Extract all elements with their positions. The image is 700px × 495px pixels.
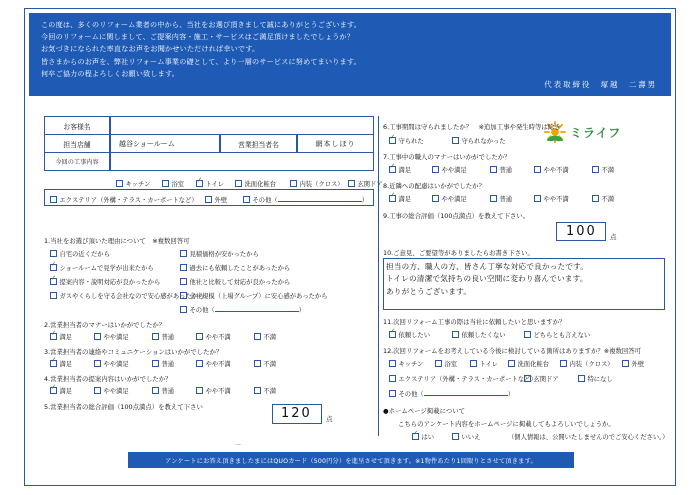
- q2-option-satisfied[interactable]: [50, 332, 72, 341]
- checkbox-icon[interactable]: [235, 180, 242, 187]
- label: 普通: [499, 196, 513, 203]
- q5-score-unit: 点: [326, 415, 333, 423]
- checkbox-icon[interactable]: [452, 137, 459, 144]
- q13-option-yes[interactable]: [412, 432, 434, 441]
- q12-option-wall[interactable]: [622, 359, 644, 368]
- q12-option-toilet[interactable]: [470, 359, 498, 368]
- q5-title: 5.営業担当者の総合評価（100点満点）を教えて下さい: [44, 403, 203, 411]
- q11-option-yes[interactable]: [389, 330, 430, 339]
- label: 外壁: [214, 197, 228, 204]
- checkbox-icon[interactable]: [452, 433, 459, 440]
- label: 満足: [59, 388, 73, 395]
- label: 不満: [601, 196, 615, 203]
- checkbox-icon[interactable]: [348, 180, 355, 187]
- label: 過去にも依頼したことがあったから: [189, 265, 291, 272]
- q4-option-neutral[interactable]: [152, 386, 174, 395]
- label: キッチン: [398, 361, 424, 368]
- q3-option-somewhat-satisfied[interactable]: [94, 359, 129, 368]
- checkbox-icon[interactable]: [412, 433, 419, 440]
- q1-option-other[interactable]: その他（ ）: [180, 305, 305, 314]
- label: 普通: [161, 334, 175, 341]
- work-option-toilet[interactable]: [196, 179, 224, 188]
- q2-option-dissatisfied[interactable]: [254, 332, 276, 341]
- q8-option-dissatisfied[interactable]: [592, 194, 614, 203]
- checkbox-icon[interactable]: [50, 264, 57, 271]
- customer-table: [44, 116, 374, 171]
- checkbox-icon[interactable]: [389, 166, 396, 173]
- q3-option-satisfied[interactable]: [50, 359, 72, 368]
- label: トイレ: [205, 181, 225, 188]
- q1-title: 1.当社をお選び頂いた理由について ※複数回答可: [44, 237, 190, 245]
- checkbox-icon[interactable]: [196, 360, 203, 367]
- header-line-5: 何卒ご協力の程よろしくお願い致します。: [41, 68, 180, 78]
- q2-option-somewhat-dissatisfied[interactable]: [196, 332, 231, 341]
- label: エクステリア（外構・テラス・カーポートなど）: [398, 376, 537, 383]
- q9-score-value: 100: [566, 224, 597, 239]
- label: 外壁: [631, 361, 645, 368]
- label: やや満足: [103, 361, 129, 368]
- checkbox-icon[interactable]: [290, 180, 297, 187]
- label: 浴室: [171, 181, 185, 188]
- checkbox-icon[interactable]: [432, 166, 439, 173]
- checkbox-icon[interactable]: [389, 360, 396, 367]
- checkbox-icon[interactable]: [452, 331, 459, 338]
- label: やや不満: [543, 167, 569, 174]
- label: やや満足: [103, 334, 129, 341]
- checkbox-icon[interactable]: [94, 387, 101, 394]
- q9-score-unit: 点: [610, 233, 617, 241]
- q1-option-repeat[interactable]: [180, 263, 290, 272]
- label: 満足: [398, 196, 412, 203]
- q12-option-washstand[interactable]: [508, 359, 549, 368]
- q12-option-interior[interactable]: [560, 359, 614, 368]
- label: 提案内容・説明対応が良かったから: [59, 279, 161, 286]
- label: 依頼したくない: [461, 332, 506, 339]
- label: 不満: [263, 388, 277, 395]
- checkbox-icon[interactable]: [196, 333, 203, 340]
- work-option-interior[interactable]: [290, 179, 344, 188]
- store-value[interactable]: 越谷ショールーム: [110, 134, 220, 153]
- label: エクステリア（外構・テラス・カーポートなど）: [59, 197, 198, 204]
- label: やや不満: [543, 196, 569, 203]
- checkbox-icon[interactable]: [116, 180, 123, 187]
- label: その他（: [398, 391, 424, 398]
- checkbox-icon[interactable]: [50, 360, 57, 367]
- q4-option-somewhat-satisfied[interactable]: [94, 386, 129, 395]
- comment-line-2: トイレの清潔で気持ちの良い空間に変わり喜んでいます。: [386, 274, 588, 284]
- q7-option-satisfied[interactable]: [389, 165, 411, 174]
- checkbox-icon[interactable]: [50, 387, 57, 394]
- checkbox-icon[interactable]: [560, 360, 567, 367]
- customer-name-label: お客様名: [44, 116, 110, 135]
- header-line-2: 今回のリフォームに関しまして、ご提案内容・施工・サービスはご満足頂けましたでしょうか？: [41, 32, 355, 42]
- checkbox-icon[interactable]: [622, 360, 629, 367]
- q12-option-kitchen[interactable]: [389, 359, 423, 368]
- q13-privacy-note: （個人情報は、公開いたしませんのでご安心ください。）: [508, 434, 669, 441]
- comment-line-3: ありがとうございます。: [386, 286, 472, 296]
- q4-option-satisfied[interactable]: [50, 386, 72, 395]
- q9-title: 9.工事の総合評価（100点満点）を教えて下さい。: [383, 212, 530, 220]
- work-option-washstand[interactable]: [235, 179, 276, 188]
- q4-option-dissatisfied[interactable]: [254, 386, 276, 395]
- q8-option-somewhat-dissatisfied[interactable]: [534, 194, 569, 203]
- q6-option-not-kept[interactable]: [452, 136, 506, 145]
- comment-line-1: 担当の方、職人の方、皆さん丁寧な対応で良かったです。: [386, 262, 589, 271]
- label: 普通: [499, 167, 513, 174]
- checkbox-icon[interactable]: [592, 166, 599, 173]
- logo-text: ミライフ: [570, 126, 622, 140]
- label: 不満: [601, 167, 615, 174]
- q1-option-proposal[interactable]: [50, 277, 160, 286]
- label: 内装（クロス）: [569, 361, 614, 368]
- label: 特になし: [587, 376, 613, 383]
- label: 会社規模（上場グループ）に安心感があったから: [189, 293, 328, 300]
- checkbox-icon[interactable]: [254, 333, 261, 340]
- checkbox-icon[interactable]: [389, 375, 396, 382]
- label: 不満: [263, 334, 277, 341]
- work-row2-box: [44, 189, 374, 206]
- checkbox-icon[interactable]: [196, 387, 203, 394]
- work-option-bath[interactable]: [162, 179, 184, 188]
- checkbox-icon[interactable]: [254, 360, 261, 367]
- checkbox-icon[interactable]: [180, 306, 187, 313]
- q6-title: 6.工事期間は守られましたか？ ※追加工事や発生時等は除き: [383, 123, 561, 131]
- label: その他（: [189, 307, 215, 314]
- checkbox-icon[interactable]: [180, 250, 187, 257]
- checkbox-icon[interactable]: [50, 250, 57, 257]
- q1-option-company-size[interactable]: [180, 291, 328, 300]
- header-message: [29, 13, 671, 96]
- label: やや不満: [205, 334, 231, 341]
- label: 満足: [59, 334, 73, 341]
- q11-option-no[interactable]: [452, 330, 506, 339]
- staff-label: 営業担当者名: [220, 134, 297, 153]
- checkbox-icon[interactable]: [389, 331, 396, 338]
- label: やや不満: [205, 361, 231, 368]
- label: やや満足: [441, 167, 467, 174]
- q1-option-near-home[interactable]: [50, 249, 110, 258]
- checkbox-icon[interactable]: [152, 333, 159, 340]
- label: やや満足: [441, 196, 467, 203]
- q12-option-entrance-door[interactable]: [524, 374, 559, 383]
- q12-title: 12.次回リフォームをお考えしている今後に検討している箇所はありますか？※複数回答可: [383, 347, 642, 355]
- label: 玄関ドア: [533, 376, 559, 383]
- q10-title: 10.ご意見、ご要望等がありましたらお書き下さい。: [383, 249, 534, 257]
- header-line-1: この度は、多くのリフォーム業者の中から、当社をお選び頂きまして誠にありがとうございます。: [41, 20, 361, 29]
- checkbox-icon[interactable]: [578, 375, 585, 382]
- checkbox-icon[interactable]: [389, 195, 396, 202]
- q7-option-somewhat-dissatisfied[interactable]: [534, 165, 569, 174]
- q1-option-compare[interactable]: [180, 277, 290, 286]
- checkbox-icon[interactable]: [152, 387, 159, 394]
- q3-option-somewhat-dissatisfied[interactable]: [196, 359, 231, 368]
- header-line-4: 皆さまからのお声を、弊社リフォーム事業の礎として、より一層のサービスに努めてまいります。: [41, 56, 361, 66]
- q3-title: 3.営業担当者の連絡やコミュニケーションはいかがでしたか？: [44, 348, 223, 356]
- q8-title: 8.近隣への配慮はいかがでしたか？: [383, 182, 485, 190]
- q4-option-somewhat-dissatisfied[interactable]: [196, 386, 231, 395]
- q3-option-neutral[interactable]: [152, 359, 174, 368]
- label: いいえ: [461, 434, 481, 441]
- fold-marker: …: [235, 440, 242, 447]
- label: 内装（クロス）: [299, 181, 344, 188]
- label: やや不満: [205, 388, 231, 395]
- checkbox-icon[interactable]: [180, 292, 187, 299]
- q5-score-value: 120: [281, 406, 312, 421]
- label: はい: [421, 434, 435, 441]
- q8-option-neutral[interactable]: [490, 194, 512, 203]
- checkbox-icon[interactable]: [50, 278, 57, 285]
- work-option-other[interactable]: その他（ ）: [243, 195, 368, 204]
- label: 洗面化粧台: [244, 181, 276, 188]
- label: 普通: [161, 361, 175, 368]
- checkbox-icon[interactable]: [534, 166, 541, 173]
- label: やや満足: [103, 388, 129, 395]
- checkbox-icon[interactable]: [490, 195, 497, 202]
- label: 他社と比較して対応が良かったから: [189, 279, 291, 286]
- checkbox-icon[interactable]: [490, 166, 497, 173]
- label: その他（: [252, 197, 278, 204]
- checkbox-icon[interactable]: [508, 360, 515, 367]
- checkbox-icon[interactable]: [534, 195, 541, 202]
- q13-option-no[interactable]: [452, 432, 480, 441]
- q2-option-somewhat-satisfied[interactable]: [94, 332, 129, 341]
- label: 満足: [398, 167, 412, 174]
- q8-option-somewhat-satisfied[interactable]: [432, 194, 467, 203]
- customer-name-value[interactable]: [110, 116, 374, 135]
- q12-option-none[interactable]: [578, 374, 613, 383]
- store-label: 担当店舗: [44, 134, 110, 153]
- label: どちらとも言えない: [533, 332, 591, 339]
- q7-title: 7.工事中の職人のマナーはいかがでしたか？: [383, 153, 511, 161]
- work-type-label: 今回の工事内容: [44, 152, 110, 171]
- work-type-cell: [110, 152, 374, 171]
- checkbox-icon[interactable]: [470, 360, 477, 367]
- q6-option-kept[interactable]: [389, 136, 424, 145]
- q7-option-dissatisfied[interactable]: [592, 165, 614, 174]
- label: 守られた: [398, 138, 424, 145]
- checkbox-icon[interactable]: [592, 195, 599, 202]
- label: ショールームで見学が出来たから: [59, 265, 154, 272]
- label: 満足: [59, 361, 73, 368]
- label: トイレ: [479, 361, 499, 368]
- label: 守られなかった: [461, 138, 506, 145]
- label: 依頼したい: [398, 332, 430, 339]
- other-input-line[interactable]: [424, 395, 508, 396]
- checkbox-icon[interactable]: [50, 333, 57, 340]
- checkbox-icon[interactable]: [152, 360, 159, 367]
- header-signature: 代表取締役 塚越 二壽男: [544, 80, 657, 90]
- checkbox-icon[interactable]: [94, 333, 101, 340]
- checkbox-icon[interactable]: [94, 360, 101, 367]
- q12-option-bath[interactable]: [435, 359, 457, 368]
- label: ガスやくらしを守る会社なので安心感があったから: [59, 293, 205, 300]
- q7-option-somewhat-satisfied[interactable]: [432, 165, 467, 174]
- checkbox-icon[interactable]: [254, 387, 261, 394]
- q7-option-neutral[interactable]: [490, 165, 512, 174]
- header-line-3: お気づきになられた率直なお声をお聞かせいただければ幸いです。: [41, 44, 260, 54]
- staff-value[interactable]: 網本しほり: [297, 134, 374, 153]
- checkbox-icon[interactable]: [180, 278, 187, 285]
- q13-subtitle: こちらのアンケート内容をホームページに掲載してもよろしいでしょうか。: [398, 420, 615, 428]
- q2-option-neutral[interactable]: [152, 332, 174, 341]
- checkbox-icon[interactable]: [389, 137, 396, 144]
- checkbox-icon[interactable]: [524, 375, 531, 382]
- checkbox-icon[interactable]: [50, 292, 57, 299]
- label: 見積価格が安かったから: [189, 251, 259, 258]
- label: キッチン: [125, 181, 151, 188]
- work-option-kitchen[interactable]: [116, 179, 150, 188]
- q11-option-neither[interactable]: [524, 330, 590, 339]
- q3-option-dissatisfied[interactable]: [254, 359, 276, 368]
- q1-option-showroom[interactable]: [50, 263, 154, 272]
- checkbox-icon[interactable]: [196, 180, 203, 187]
- label: 自宅の近くだから: [59, 251, 110, 258]
- checkbox-icon[interactable]: [389, 390, 396, 397]
- q11-title: 11.次回リフォーム工事の際は当社に依頼したいと思いますか？: [383, 318, 566, 326]
- label: 玄関ドア: [357, 181, 383, 188]
- label: 普通: [161, 388, 175, 395]
- q1-option-price[interactable]: [180, 249, 259, 258]
- label: 不満: [263, 361, 277, 368]
- footer-note: アンケートにお答え頂きましたまにはQUOカード（500円分）を進呈させて頂きます。※1物件あたり1回限りとさせて頂きます。: [128, 452, 574, 468]
- q12-option-other[interactable]: その他（ ）: [389, 389, 514, 398]
- q2-title: 2.営業担当者のマナーはいかがでしたか？: [44, 321, 166, 329]
- checkbox-icon[interactable]: [162, 180, 169, 187]
- q10-comment-text: [386, 258, 666, 298]
- checkbox-icon[interactable]: [432, 195, 439, 202]
- checkbox-icon[interactable]: [524, 331, 531, 338]
- checkbox-icon[interactable]: [180, 264, 187, 271]
- q12-option-exterior[interactable]: [389, 374, 537, 383]
- label: 浴室: [444, 361, 458, 368]
- q13-title: ●ホームページ掲載について: [383, 407, 466, 415]
- q8-option-satisfied[interactable]: [389, 194, 411, 203]
- other-input-line[interactable]: [215, 311, 299, 312]
- q4-title: 4.営業担当者の提案内容はいかがでしたか？: [44, 375, 172, 383]
- checkbox-icon[interactable]: [435, 360, 442, 367]
- label: 洗面化粧台: [517, 361, 549, 368]
